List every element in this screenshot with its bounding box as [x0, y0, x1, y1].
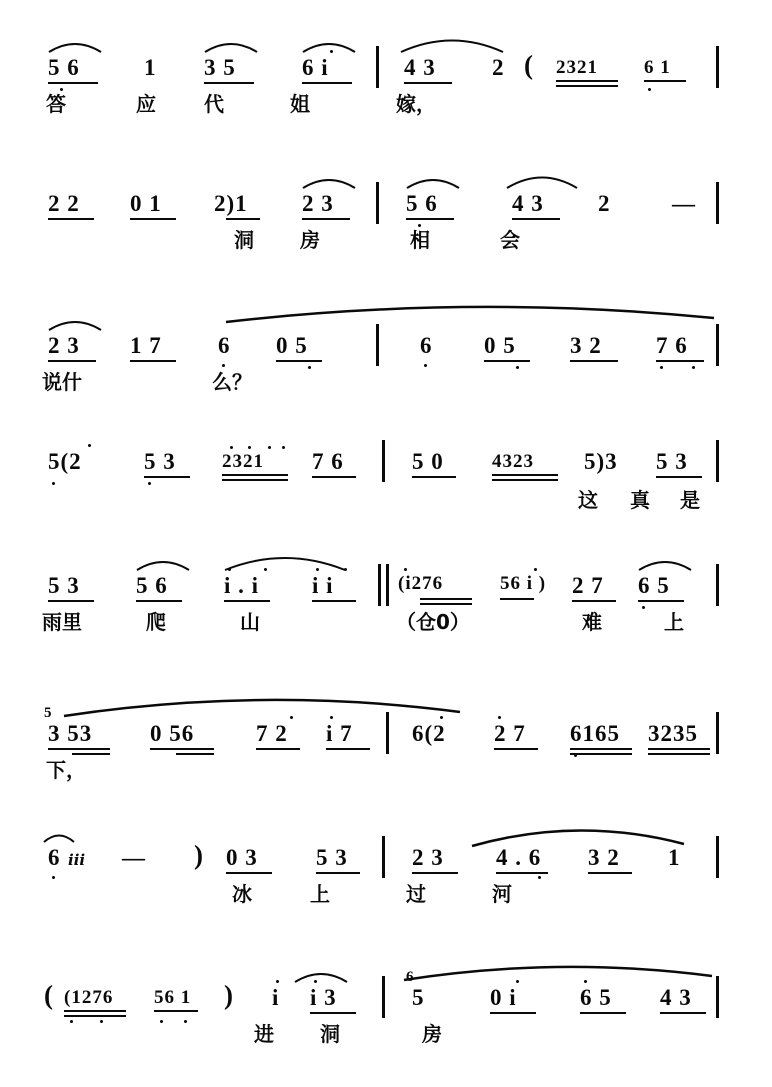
octave-dot	[516, 980, 519, 983]
octave-dot	[424, 364, 427, 367]
octave-dot	[404, 568, 407, 571]
lyric: 会	[500, 228, 520, 252]
beam	[204, 82, 254, 84]
note-group: i . i	[224, 573, 260, 598]
lyric: 说什	[42, 370, 82, 394]
barline	[716, 712, 719, 754]
note-group: 0 5	[276, 333, 308, 358]
note-group: 2321	[222, 451, 264, 472]
octave-dot	[314, 980, 317, 983]
note-group: 0 5	[484, 333, 516, 358]
beam	[312, 600, 356, 602]
barline	[386, 564, 389, 606]
note-group: 7 6	[312, 449, 344, 474]
beam	[570, 753, 632, 755]
note-group: 3235	[648, 721, 698, 746]
slur-icon	[300, 38, 358, 54]
note-group: 5 3	[316, 845, 348, 870]
beam	[222, 474, 288, 476]
beam	[484, 360, 530, 362]
lyric: 姐	[290, 92, 310, 116]
system-7-notes	[0, 828, 772, 880]
beam	[326, 748, 370, 750]
beam	[316, 872, 360, 874]
octave-dot	[330, 716, 333, 719]
system-8-lyrics	[0, 1020, 772, 1060]
system-3-notes	[0, 316, 772, 368]
lyric: 洞	[234, 228, 254, 252]
note-group: 2 3	[48, 333, 80, 358]
system-8-notes	[0, 968, 772, 1020]
note-group: 6 1	[644, 57, 671, 78]
beam	[48, 748, 110, 750]
lyric: 相	[410, 228, 430, 252]
lyric: 进	[254, 1022, 274, 1046]
beam	[412, 872, 458, 874]
note-group: 4 3	[404, 55, 436, 80]
note-group: 4 3	[512, 191, 544, 216]
octave-dot	[316, 568, 319, 571]
beam	[512, 218, 560, 220]
beam	[490, 1012, 536, 1014]
lyric: 爬	[146, 610, 166, 634]
lyric: 是	[680, 488, 700, 512]
barline	[382, 836, 385, 878]
note-group: 5 3	[48, 573, 80, 598]
note-group: 2 7	[494, 721, 526, 746]
system-5-notes	[0, 556, 772, 608]
beam	[492, 479, 558, 481]
note-group: 2	[492, 55, 505, 80]
beam	[648, 748, 710, 750]
note-group: i	[272, 985, 280, 1010]
lyric: 上	[664, 610, 684, 634]
lyric: 么？	[212, 370, 252, 394]
note-group: 5(2	[48, 449, 82, 474]
lyric: 雨里	[42, 610, 82, 634]
beam	[644, 80, 686, 82]
system-1	[0, 38, 772, 130]
beam	[580, 1012, 626, 1014]
note-group: 0 3	[226, 845, 258, 870]
beam	[404, 82, 452, 84]
note-group: 2 3	[412, 845, 444, 870]
note-group: 6	[48, 845, 61, 870]
note-group: 1	[668, 845, 681, 870]
octave-dot	[276, 980, 279, 983]
lyric: 代	[204, 92, 224, 116]
system-2-lyrics	[0, 226, 772, 266]
note-group: 1	[144, 55, 157, 80]
octave-dot	[248, 446, 251, 449]
octave-dot	[268, 446, 271, 449]
barline	[716, 564, 719, 606]
slur-icon	[636, 556, 694, 572]
beam	[150, 748, 214, 750]
system-5-lyrics	[0, 608, 772, 648]
note-group: 6 5	[580, 985, 612, 1010]
lyric: 冰	[232, 882, 252, 906]
note-group: 56 i )	[500, 573, 547, 594]
system-1-lyrics	[0, 90, 772, 130]
note-group: 5 0	[412, 449, 444, 474]
beam	[660, 1012, 706, 1014]
note-group: 2)1	[214, 191, 248, 216]
octave-dot	[264, 568, 267, 571]
system-1-notes	[0, 38, 772, 90]
beam	[656, 476, 702, 478]
note-group: —	[122, 845, 146, 870]
octave-dot	[534, 568, 537, 571]
beam	[588, 872, 632, 874]
lyric: 洞	[320, 1022, 340, 1046]
lyric: 应	[136, 92, 156, 116]
beam	[572, 600, 616, 602]
note-group: 0 1	[130, 191, 162, 216]
note-group: 1 7	[130, 333, 162, 358]
octave-dot	[344, 568, 347, 571]
note-group: 6 i	[302, 55, 329, 80]
beam	[256, 748, 300, 750]
paren-open: (	[44, 980, 54, 1010]
barline	[376, 46, 379, 88]
system-4-notes	[0, 432, 772, 484]
octave-dot	[538, 876, 541, 879]
note-group: 3 5	[204, 55, 236, 80]
barline	[386, 712, 389, 754]
beam	[224, 600, 270, 602]
beam	[48, 600, 94, 602]
note-group: 2 2	[48, 191, 80, 216]
octave-dot	[290, 716, 293, 719]
note-group: i 3	[310, 985, 337, 1010]
lyric: 房	[300, 228, 320, 252]
slur-icon	[46, 38, 104, 54]
beam	[176, 753, 214, 755]
barline	[716, 46, 719, 88]
fermata-icon	[42, 830, 76, 844]
paren-close: )	[194, 840, 204, 870]
ornament-mark: ⅲ	[68, 853, 87, 869]
lyric: 河	[492, 882, 512, 906]
system-2	[0, 174, 772, 266]
beam	[570, 748, 632, 750]
beam	[500, 598, 534, 600]
lyric: 下，	[46, 758, 86, 782]
barline	[716, 836, 719, 878]
note-group: 6	[218, 333, 231, 358]
beam	[570, 360, 618, 362]
beam	[496, 872, 548, 874]
beam	[64, 1010, 126, 1012]
barline	[716, 440, 719, 482]
beam	[312, 476, 356, 478]
note-group: 5 3	[656, 449, 688, 474]
note-group: 2 3	[302, 191, 334, 216]
beam	[48, 360, 96, 362]
lyric: 嫁，	[396, 92, 436, 116]
beam	[48, 218, 94, 220]
beam	[226, 218, 260, 220]
note-group: (i276	[398, 573, 444, 594]
beam	[556, 85, 618, 87]
system-6	[0, 692, 772, 784]
system-2-notes	[0, 174, 772, 226]
beam	[406, 218, 454, 220]
beam	[310, 1012, 356, 1014]
note-group: 2	[598, 191, 611, 216]
beam	[276, 360, 322, 362]
system-4-lyrics	[0, 484, 772, 524]
grace-note: 6	[406, 969, 415, 985]
octave-dot	[330, 50, 333, 53]
note-group: 5 6	[48, 55, 80, 80]
note-group: 6165	[570, 721, 620, 746]
beam	[494, 748, 538, 750]
grace-note: 5	[44, 705, 53, 721]
slur-icon	[300, 174, 358, 190]
beam	[144, 476, 190, 478]
system-7	[0, 828, 772, 920]
slur-icon	[202, 38, 260, 54]
note-group: 7 6	[656, 333, 688, 358]
note-group: 2321	[556, 57, 598, 78]
system-7-lyrics	[0, 880, 772, 920]
beam	[648, 753, 710, 755]
note-group: 5 3	[144, 449, 176, 474]
note-group: 6 5	[638, 573, 670, 598]
barline	[716, 976, 719, 1018]
slur-icon	[398, 32, 506, 54]
barline	[382, 440, 385, 482]
system-5	[0, 556, 772, 648]
system-6-notes	[0, 704, 772, 756]
note-group: 3 53	[48, 721, 93, 746]
octave-dot	[584, 980, 587, 983]
lyric: 答	[46, 92, 66, 116]
system-6-lyrics	[0, 756, 772, 796]
lyric: 山	[240, 610, 260, 634]
beam	[154, 1010, 198, 1012]
note-group: 4 3	[660, 985, 692, 1010]
note-group: 0 56	[150, 721, 195, 746]
octave-dot	[230, 446, 233, 449]
beam	[222, 479, 288, 481]
barline	[382, 976, 385, 1018]
beam	[656, 360, 704, 362]
octave-dot	[282, 446, 285, 449]
note-group: 0 i	[490, 985, 517, 1010]
note-group: 3 2	[570, 333, 602, 358]
paren-close: )	[224, 980, 234, 1010]
lyric: （仓0）	[396, 610, 470, 634]
note-group: 2 7	[572, 573, 604, 598]
octave-dot	[222, 364, 225, 367]
lyric: 真	[630, 488, 650, 512]
slur-icon	[134, 556, 192, 572]
lyric: 过	[406, 882, 426, 906]
beam	[556, 80, 618, 82]
beam	[420, 598, 472, 600]
beam	[72, 753, 110, 755]
beam	[492, 474, 558, 476]
beam	[302, 82, 352, 84]
beam	[136, 600, 182, 602]
octave-dot	[88, 444, 91, 447]
barline	[376, 182, 379, 224]
note-group: 6	[420, 333, 433, 358]
note-group: 6(2	[412, 721, 446, 746]
beam	[226, 872, 272, 874]
note-group: 5)3	[584, 449, 618, 474]
barline	[716, 182, 719, 224]
note-group: 56 1	[154, 987, 192, 1008]
paren-open: (	[524, 50, 534, 80]
beam	[420, 603, 472, 605]
slur-icon	[222, 550, 348, 572]
note-group: 5	[412, 985, 425, 1010]
note-group: 4 . 6	[496, 845, 542, 870]
lyric: 房	[422, 1022, 442, 1046]
octave-dot	[440, 716, 443, 719]
note-group: 4323	[492, 451, 534, 472]
beam	[64, 1015, 126, 1017]
beam	[130, 218, 176, 220]
barline	[716, 324, 719, 366]
system-3	[0, 304, 772, 396]
note-group: (1276	[64, 987, 114, 1008]
system-8	[0, 960, 772, 1052]
slur-icon	[292, 968, 350, 984]
beam	[48, 82, 98, 84]
note-group: 5 6	[136, 573, 168, 598]
system-4	[0, 432, 772, 524]
slur-icon	[46, 316, 104, 332]
lyric: 上	[310, 882, 330, 906]
octave-dot	[498, 716, 501, 719]
beam	[130, 360, 176, 362]
system-3-lyrics	[0, 368, 772, 408]
octave-dot	[228, 568, 231, 571]
beam	[412, 476, 456, 478]
lyric: 这	[578, 488, 598, 512]
note-group: 5 6	[406, 191, 438, 216]
beam	[638, 600, 684, 602]
barline	[378, 564, 381, 606]
octave-dot	[52, 876, 55, 879]
slur-icon	[404, 174, 462, 190]
note-group: 7 2	[256, 721, 288, 746]
note-group: i i	[312, 573, 334, 598]
note-group: i 7	[326, 721, 353, 746]
barline	[376, 324, 379, 366]
beam	[302, 218, 350, 220]
slur-icon	[504, 170, 580, 190]
lyric: 难	[582, 610, 602, 634]
note-group: 3 2	[588, 845, 620, 870]
note-group: —	[672, 191, 696, 216]
